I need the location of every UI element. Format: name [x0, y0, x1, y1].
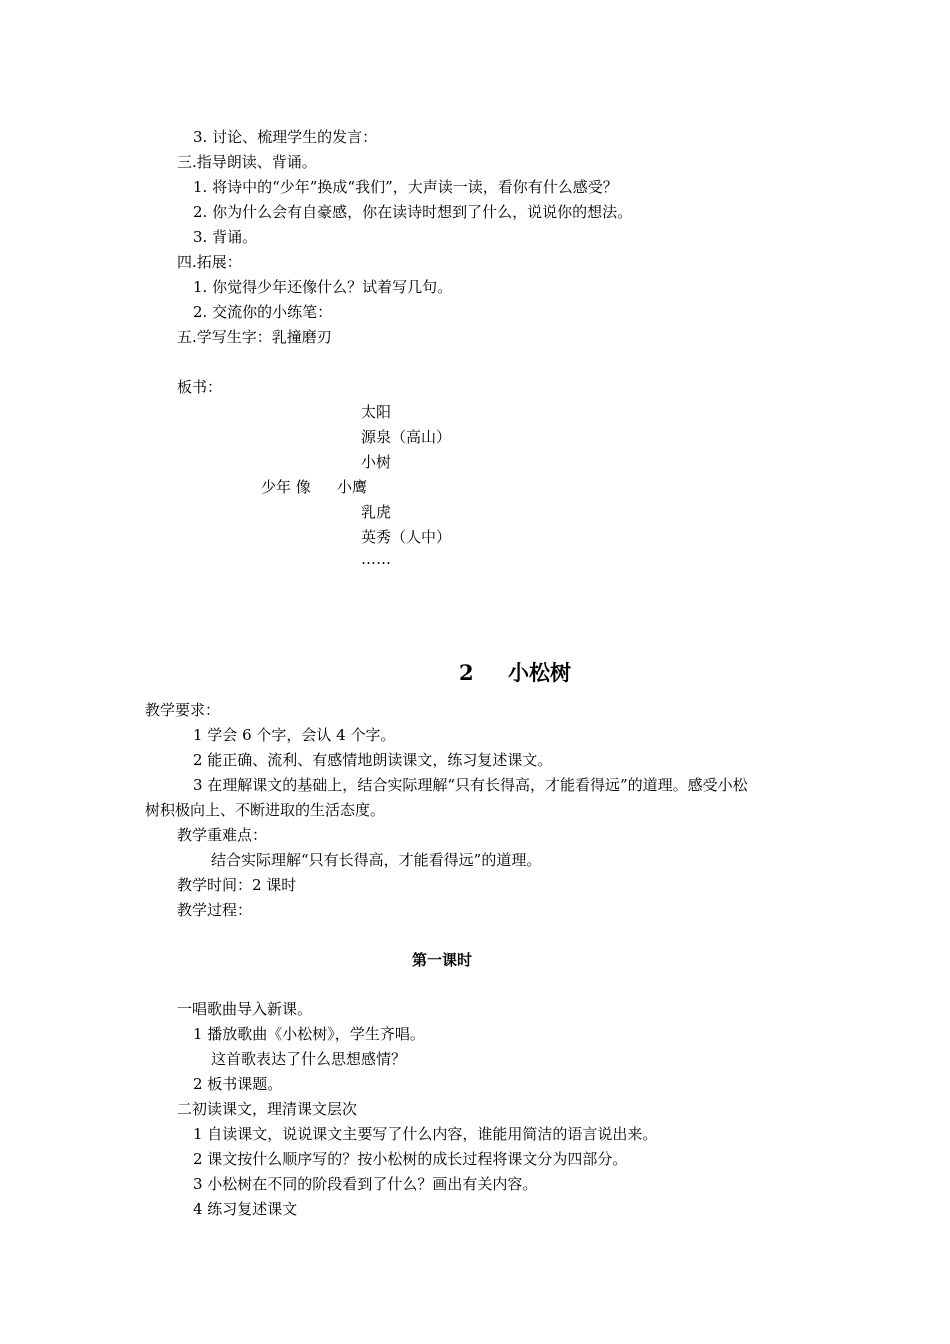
key-points-label: 教学重难点：: [177, 826, 268, 844]
reading-step-1: 1. 将诗中的“少年”换成“我们”，大声读一读，看你有什么感受？: [193, 178, 618, 196]
step-one-question: 这首歌表达了什么思想感情？: [211, 1050, 407, 1068]
step-one-item-2: 2 板书课题。: [193, 1075, 283, 1093]
key-points-text: 结合实际理解“只有长得高，才能看得远”的道理。: [211, 851, 542, 869]
extension-step-1: 1. 你觉得少年还像什么？试着写几句。: [193, 278, 453, 296]
step-one-item-1: 1 播放歌曲《小松树》，学生齐唱。: [193, 1025, 425, 1043]
board-left-text: 少年 像: [261, 478, 311, 496]
requirement-3-line-1: 3 在理解课文的基础上，结合实际理解“只有长得高，才能看得远”的道理。感受小松: [193, 776, 748, 794]
requirements-label: 教学要求：: [145, 701, 221, 719]
section-three-heading: 三.指导朗读、背诵。: [177, 153, 317, 171]
requirement-1: 1 学会 6 个字，会认 4 个字。: [193, 726, 396, 744]
step-two-item-2: 2 课文按什么顺序写的？按小松树的成长过程将课文分为四部分。: [193, 1150, 628, 1168]
section-four-heading: 四.拓展：: [177, 253, 242, 271]
step-two-item-3: 3 小松树在不同的阶段看到了什么？画出有关内容。: [193, 1175, 538, 1193]
discussion-step: 3. 讨论、梳理学生的发言：: [193, 128, 378, 146]
reading-step-2: 2. 你为什么会有自豪感，你在读诗时想到了什么，说说你的想法。: [193, 203, 633, 221]
step-two-item-1: 1 自读课文，说说课文主要写了什么内容，谁能用简洁的语言说出来。: [193, 1125, 658, 1143]
board-item: 太阳: [361, 403, 392, 421]
period-heading: 第一课时: [412, 951, 473, 969]
board-item: ……: [361, 550, 391, 568]
step-one-heading: 一唱歌曲导入新课。: [177, 1000, 313, 1018]
board-item: 乳虎: [361, 503, 392, 521]
board-label: 板书：: [177, 378, 223, 396]
requirement-3-line-2: 树积极向上、不断进取的生活态度。: [145, 801, 386, 819]
requirement-2: 2 能正确、流利、有感情地朗读课文，练习复述课文。: [193, 751, 553, 769]
teaching-time: 教学时间：2 课时: [177, 876, 297, 894]
board-item: 英秀（人中）: [361, 528, 452, 546]
extension-step-2: 2. 交流你的小练笔：: [193, 303, 333, 321]
reading-step-3: 3. 背诵。: [193, 228, 258, 246]
board-item: 源泉（高山）: [361, 428, 452, 446]
board-item: 小树: [361, 453, 392, 471]
step-two-item-4: 4 练习复述课文: [193, 1200, 298, 1218]
lesson-number: 2: [459, 660, 474, 685]
section-five-heading: 五.学写生字：乳撞磨刃: [177, 328, 332, 346]
step-two-heading: 二初读课文，理清课文层次: [177, 1100, 358, 1118]
lesson-title: 小松树: [508, 660, 571, 685]
board-center-text: 小鹰: [337, 478, 368, 496]
process-label: 教学过程：: [177, 901, 253, 919]
